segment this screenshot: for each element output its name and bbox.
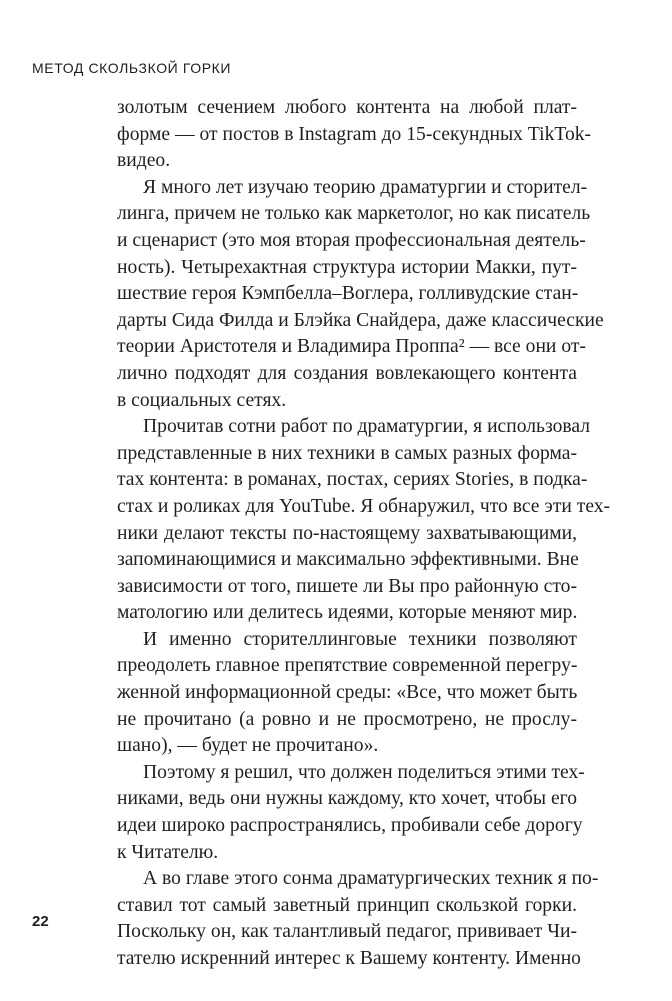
text-line: тателю искренний интерес к Вашему контенту. Именно xyxy=(117,948,581,969)
body-text xyxy=(117,95,611,973)
text-line: никами, ведь они нужны каждому, кто хочет, чтобы его xyxy=(117,788,577,810)
text-line: дарты Сида Филда и Блэйка Снайдера, даже классические xyxy=(117,309,604,331)
text-line: теории Аристотеля и Владимира Проппа² — все они от- xyxy=(117,336,586,358)
text-line: преодолеть главное препятствие современной перегру- xyxy=(117,655,578,677)
text-line: ность). Четырехактная структура истории Макки, пут- xyxy=(117,256,577,278)
text-line: женной информационной среды: «Все, что может быть xyxy=(117,682,578,704)
text-line: идеи широко распространялись, пробивали себе дорогу xyxy=(117,815,583,837)
text-line: тах контента: в романах, постах, сериях Stories, в подка- xyxy=(117,469,588,491)
text-line: И именно сторителлинговые техники позволяют xyxy=(143,628,577,650)
running-head: МЕТОД СКОЛЬЗКОЙ ГОРКИ xyxy=(32,60,232,76)
text-line: лично подходят для создания вовлекающего контента xyxy=(117,362,577,384)
text-line: Поэтому я решил, что должен поделиться этими тех- xyxy=(143,761,585,783)
text-line: не прочитано (а ровно и не просмотрено, не прослу- xyxy=(117,708,577,730)
text-line: линга, причем не только как маркетолог, но как писатель xyxy=(117,203,591,225)
text-line: Я много лет изучаю теорию драматургии и сторител- xyxy=(143,176,588,198)
text-line: запоминающимися и максимально эффективными. Вне xyxy=(117,549,579,571)
text-line: Поскольку он, как талантливый педагог, прививает Чи- xyxy=(117,921,577,943)
text-line: представленные в них техники в самых разных форма- xyxy=(117,442,577,464)
text-line: и сценарист (это моя вторая профессиональная деятель- xyxy=(117,229,586,251)
text-line: золотым сечением любого контента на любой плат- xyxy=(117,97,577,118)
text-line: Прочитав сотни работ по драматургии, я использовал xyxy=(143,416,591,438)
text-line: матологию или делитесь идеями, которые меняют мир. xyxy=(117,602,578,624)
text-line: видео. xyxy=(117,150,171,172)
text-line: форме — от постов в Instagram до 15-секундных TikTok- xyxy=(117,123,592,145)
page-number: 22 xyxy=(32,913,49,930)
text-line: шано), — будет не прочитано». xyxy=(117,735,379,757)
text-line: А во главе этого сонма драматургических техник я по- xyxy=(143,868,599,890)
text-line: ставил тот самый заветный принцип скользкой горки. xyxy=(117,894,577,916)
text-line: ники делают тексты по-настоящему захватывающими, xyxy=(117,522,577,544)
text-line: к Читателю. xyxy=(117,841,219,863)
text-line: стах и роликах для YouTube. Я обнаружил, что все эти тех- xyxy=(117,495,611,517)
text-line: в социальных сетях. xyxy=(117,389,287,411)
text-line: зависимости от того, пишете ли Вы про районную сто- xyxy=(117,575,577,597)
text-line: шествие героя Кэмпбелла–Воглера, голливудские стан- xyxy=(117,283,579,305)
